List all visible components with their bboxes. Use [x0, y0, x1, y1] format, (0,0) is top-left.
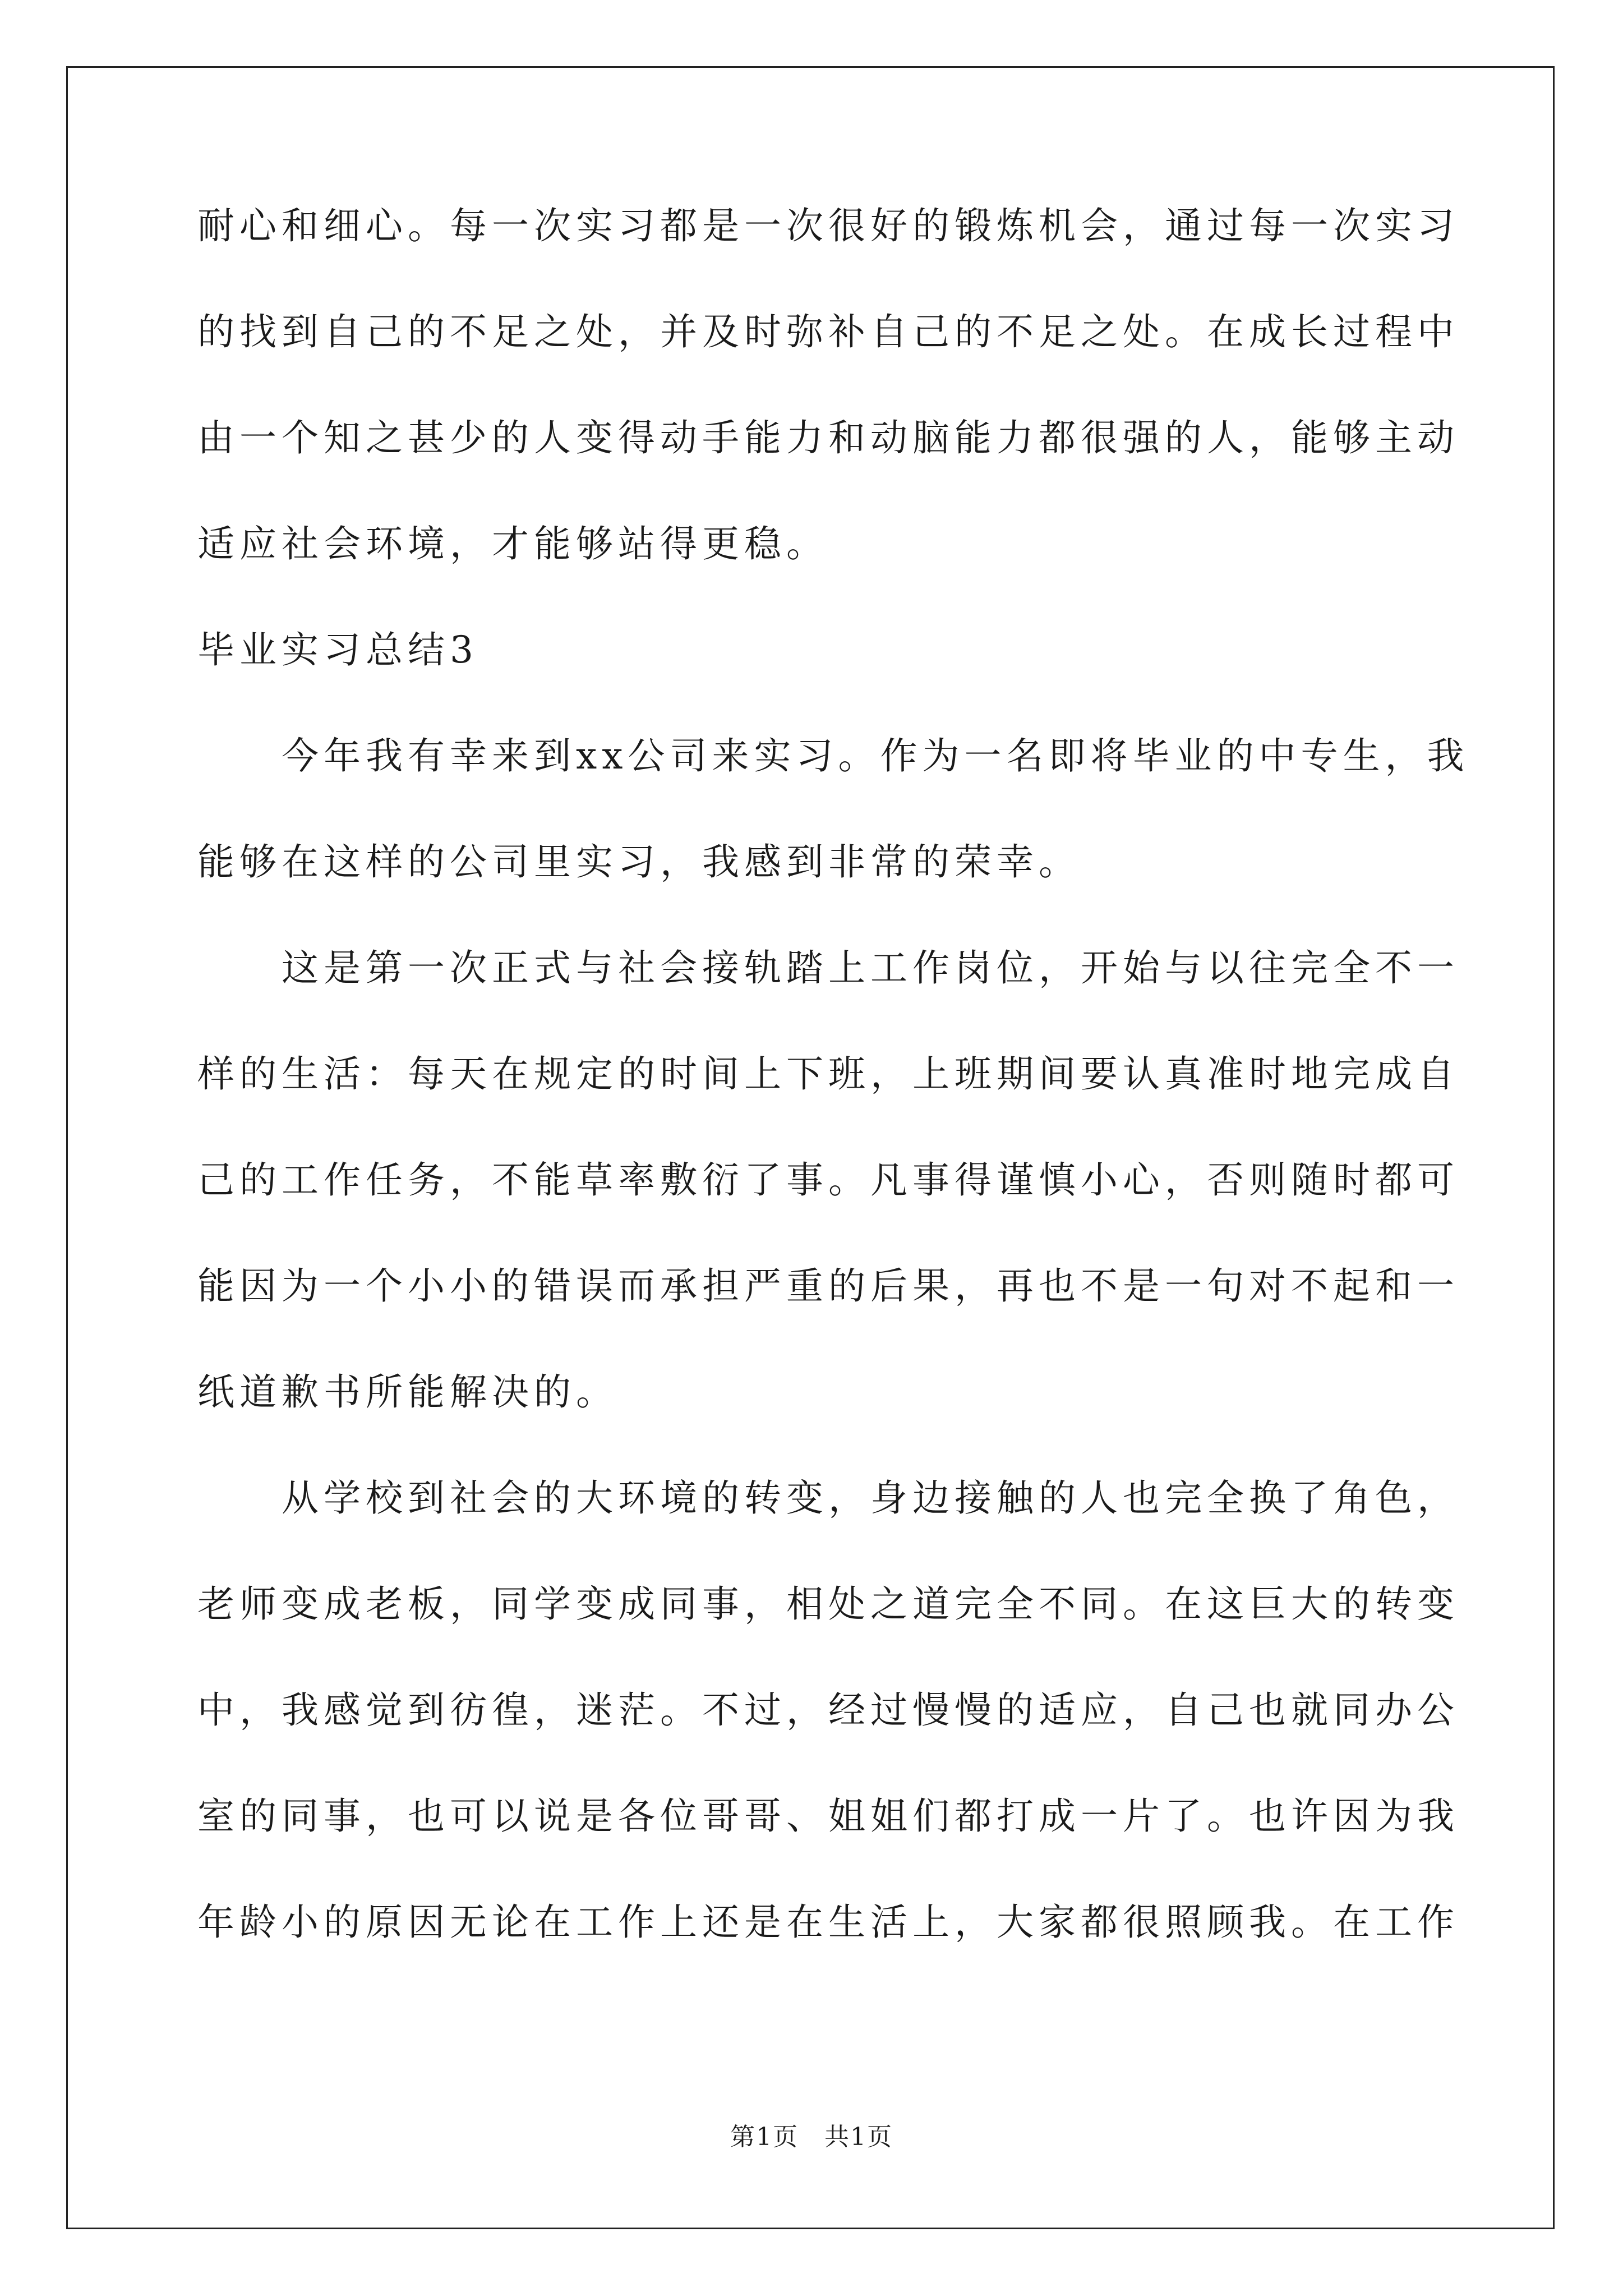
text-line: 年龄小的原因无论在工作上还是在生活上，大家都很照顾我。在工作 — [197, 1901, 1459, 1944]
document-body — [197, 204, 1469, 1944]
text-line: 耐心和细心。每一次实习都是一次很好的锻炼机会，通过每一次实习 — [197, 204, 1459, 247]
text-line: 由一个知之甚少的人变得动手能力和动脑能力都很强的人，能够主动 — [197, 416, 1459, 459]
text-line: 中，我感觉到彷徨，迷茫。不过，经过慢慢的适应，自己也就同办公 — [197, 1688, 1459, 1732]
section-heading: 毕业实习总结3 — [197, 628, 478, 671]
page-number-footer: 第1页 共1页 — [730, 2123, 893, 2151]
text-line: 适应社会环境，才能够站得更稳。 — [197, 522, 828, 565]
text-line: 这是第一次正式与社会接轨踏上工作岗位，开始与以往完全不一 — [282, 946, 1459, 990]
text-line: 室的同事，也可以说是各位哥哥、姐姐们都打成一片了。也许因为我 — [197, 1795, 1459, 1838]
text-line: 能因为一个小小的错误而承担严重的后果，再也不是一句对不起和一 — [197, 1264, 1459, 1308]
text-line: 样的生活：每天在规定的时间上下班，上班期间要认真准时地完成自 — [197, 1052, 1459, 1096]
text-line: 己的工作任务，不能草率敷衍了事。凡事得谨慎小心，否则随时都可 — [197, 1158, 1459, 1202]
text-line: 从学校到社会的大环境的转变，身边接触的人也完全换了角色， — [282, 1476, 1459, 1520]
text-line: 老师变成老板，同学变成同事，相处之道完全不同。在这巨大的转变 — [197, 1582, 1459, 1626]
text-line: 能够在这样的公司里实习，我感到非常的荣幸。 — [197, 840, 1081, 884]
text-line: 纸道歉书所能解决的。 — [197, 1370, 618, 1414]
text-line: 的找到自己的不足之处，并及时弥补自己的不足之处。在成长过程中 — [197, 310, 1459, 353]
text-line: 今年我有幸来到xx公司来实习。作为一名即将毕业的中专生，我 — [282, 734, 1469, 777]
